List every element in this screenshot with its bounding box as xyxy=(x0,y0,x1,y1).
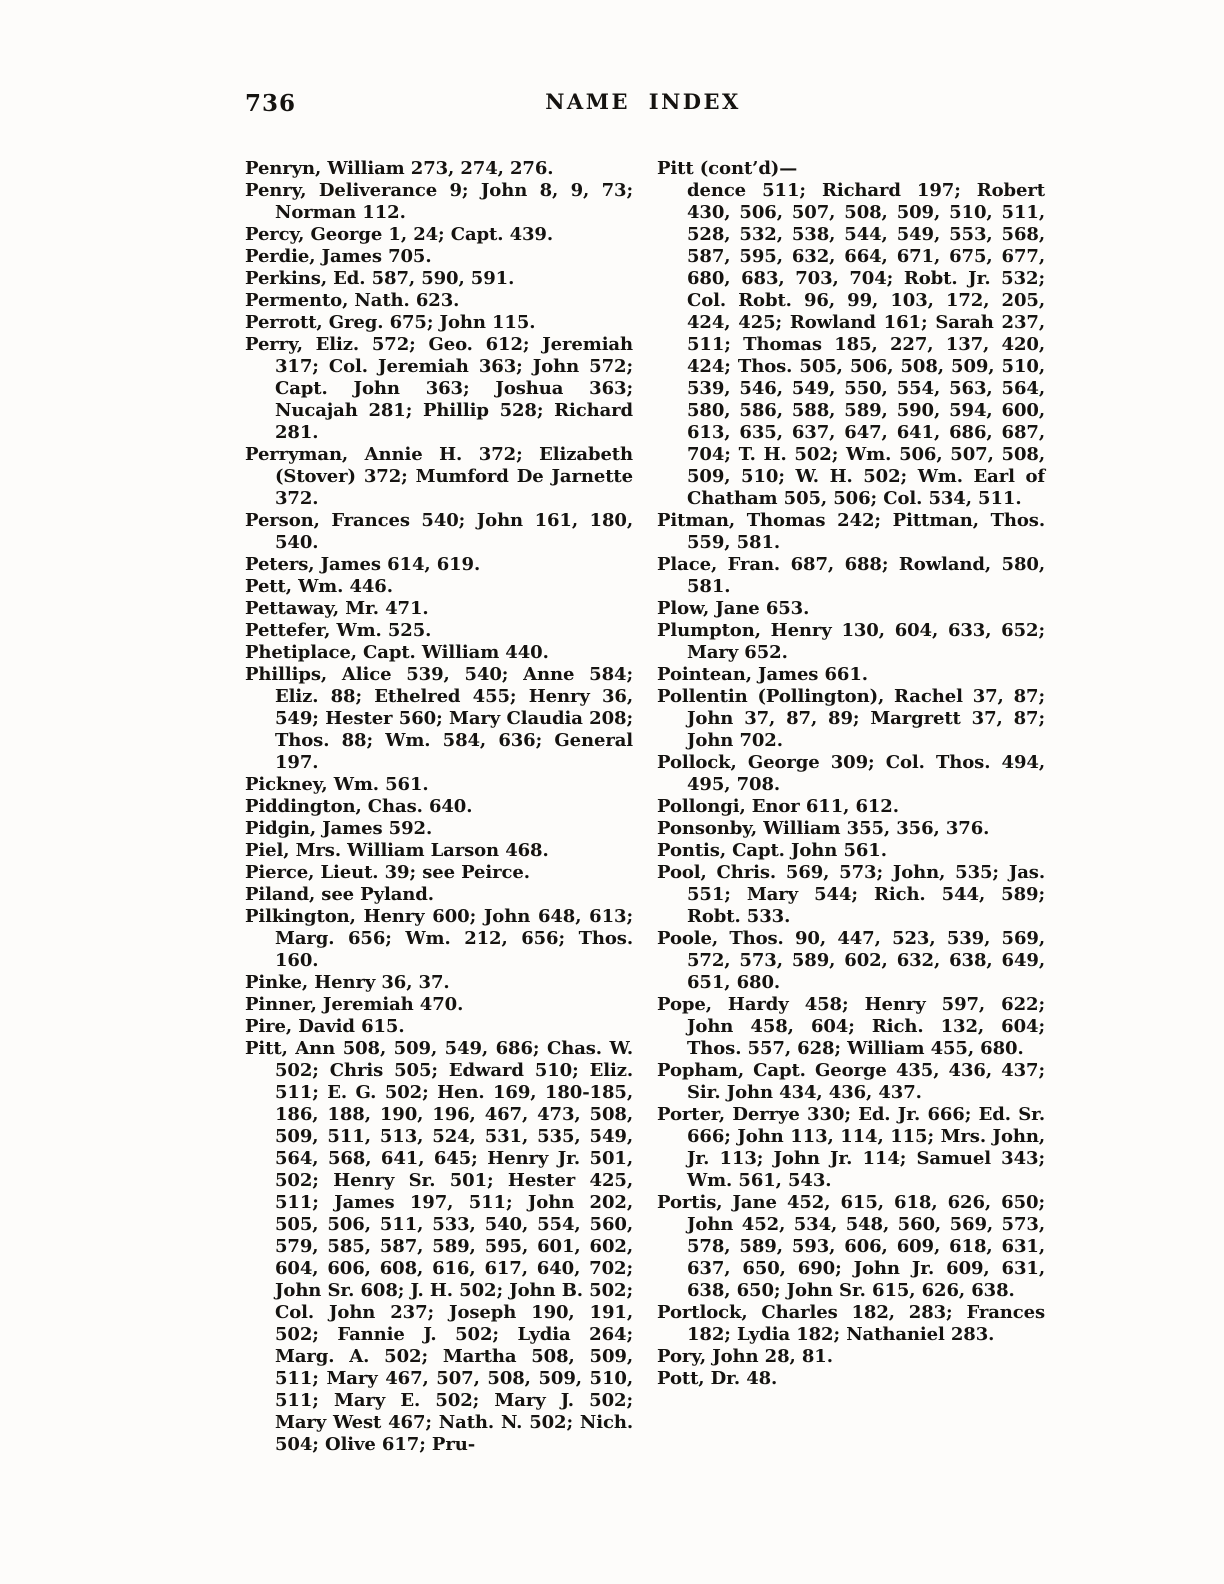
index-entry: Poole, Thos. 90, 447, 523, 539, 569, 572, 573, 589, 602, 632, 638, 649, 651, 680. xyxy=(657,928,1045,993)
index-entry: Perry, Eliz. 572; Geo. 612; Jeremiah 317; Col. Jeremiah 363; John 572; Capt. John 363; Joshua 363; Nucajah 281; Phillip 528; Richard 281. xyxy=(245,334,633,443)
index-entry: Piel, Mrs. William Larson 468. xyxy=(245,840,549,861)
index-entry: Piland, see Pyland. xyxy=(245,884,434,905)
page-header xyxy=(245,88,1041,122)
index-columns xyxy=(245,158,1045,1456)
index-entry: Pory, John 28, 81. xyxy=(657,1346,833,1367)
index-entry: Person, Frances 540; John 161, 180, 540. xyxy=(245,510,633,553)
index-entry: Peters, James 614, 619. xyxy=(245,554,481,575)
index-entry: Perryman, Annie H. 372; Elizabeth (Stover) 372; Mumford De Jarnette 372. xyxy=(245,444,633,509)
index-entry: Pointean, James 661. xyxy=(657,664,868,685)
index-entry: Pollock, George 309; Col. Thos. 494, 495, 708. xyxy=(657,752,1045,795)
index-entry: Pettefer, Wm. 525. xyxy=(245,620,432,641)
index-entry: Pollentin (Pollington), Rachel 37, 87; John 37, 87, 89; Margrett 37, 87; John 702. xyxy=(657,686,1045,751)
index-entry: Piddington, Chas. 640. xyxy=(245,796,473,817)
index-entry: Perkins, Ed. 587, 590, 591. xyxy=(245,268,515,289)
index-entry: Penry, Deliverance 9; John 8, 9, 73; Norman 112. xyxy=(245,180,633,223)
index-entry: Phillips, Alice 539, 540; Anne 584; Eliz. 88; Ethelred 455; Henry 36, 549; Hester 560; Mary Claudia 208; Thos. 88; Wm. 584, 636; General 197. xyxy=(245,664,633,773)
page-title: NAME INDEX xyxy=(545,89,741,114)
index-entry: Pettaway, Mr. 471. xyxy=(245,598,429,619)
index-entry: Pilkington, Henry 600; John 648, 613; Marg. 656; Wm. 212, 656; Thos. 160. xyxy=(245,906,633,971)
right-column xyxy=(657,158,1045,1456)
index-entry: Pope, Hardy 458; Henry 597, 622; John 458, 604; Rich. 132, 604; Thos. 557, 628; William 455, 680. xyxy=(657,994,1045,1059)
index-entry: Plumpton, Henry 130, 604, 633, 652; Mary 652. xyxy=(657,620,1045,663)
index-entry: Pontis, Capt. John 561. xyxy=(657,840,887,861)
index-entry: Pire, David 615. xyxy=(245,1016,405,1037)
index-entry: Pinke, Henry 36, 37. xyxy=(245,972,450,993)
index-entry: Pitt, Ann 508, 509, 549, 686; Chas. W. 502; Chris 505; Edward 510; Eliz. 511; E. G. 502; Hen. 169, 180-185, 186, 188, 190, 196, 467, 473, 508, 509, 511, 513, 524, 531, 535, 549, 564, 568, 641, 645; Henry Jr. 501, 502; Henry Sr. 501; Hester 425, 511; James 197, 511; John 202, 505, 506, 511, 533, 540, 554, 560, 579, 585, 587, 589, 595, 601, 602, 604, 606, 608, 616, 617, 640, 702; John Sr. 608; J. H. 502; John B. 502; Col. John 237; Joseph 190, 191, 502; Fannie J. 502; Lydia 264; Marg. A. 502; Martha 508, 509, 511; Mary 467, 507, 508, 509, 510, 511; Mary E. 502; Mary J. 502; Mary West 467; Nath. N. 502; Nich. 504; Olive 617; Pru- xyxy=(245,1038,633,1455)
index-entry: Pierce, Lieut. 39; see Peirce. xyxy=(245,862,530,883)
page-number: 736 xyxy=(245,90,297,117)
index-entry: Perdie, James 705. xyxy=(245,246,432,267)
index-entry: Pickney, Wm. 561. xyxy=(245,774,429,795)
index-entry: Plow, Jane 653. xyxy=(657,598,810,619)
index-entry: Place, Fran. 687, 688; Rowland, 580, 581. xyxy=(657,554,1045,597)
index-entry: Portis, Jane 452, 615, 618, 626, 650; John 452, 534, 548, 560, 569, 573, 578, 589, 593, 606, 609, 618, 631, 637, 650, 690; John Jr. 609, 631, 638, 650; John Sr. 615, 626, 638. xyxy=(657,1192,1045,1301)
index-entry: Permento, Nath. 623. xyxy=(245,290,460,311)
index-entry: Pott, Dr. 48. xyxy=(657,1368,778,1389)
index-entry: Pool, Chris. 569, 573; John, 535; Jas. 551; Mary 544; Rich. 544, 589; Robt. 533. xyxy=(657,862,1045,927)
index-entry: Pitman, Thomas 242; Pittman, Thos. 559, 581. xyxy=(657,510,1045,553)
index-entry: Popham, Capt. George 435, 436, 437; Sir. John 434, 436, 437. xyxy=(657,1060,1045,1103)
index-entry: Pett, Wm. 446. xyxy=(245,576,393,597)
continued-entry-header: Pitt (cont’d)— xyxy=(657,158,798,179)
index-entry: Porter, Derrye 330; Ed. Jr. 666; Ed. Sr. 666; John 113, 114, 115; Mrs. John, Jr. 113; John Jr. 114; Samuel 343; Wm. 561, 543. xyxy=(657,1104,1045,1191)
left-column xyxy=(245,158,633,1456)
index-entry: Ponsonby, William 355, 356, 376. xyxy=(657,818,990,839)
index-entry: Perrott, Greg. 675; John 115. xyxy=(245,312,536,333)
index-entry: Pidgin, James 592. xyxy=(245,818,433,839)
index-entry: Portlock, Charles 182, 283; Frances 182; Lydia 182; Nathaniel 283. xyxy=(657,1302,1045,1345)
index-entry: Pinner, Jeremiah 470. xyxy=(245,994,464,1015)
index-entry: Pollongi, Enor 611, 612. xyxy=(657,796,899,817)
index-entry: Penryn, William 273, 274, 276. xyxy=(245,158,554,179)
index-entry: Phetiplace, Capt. William 440. xyxy=(245,642,549,663)
index-entry: Percy, George 1, 24; Capt. 439. xyxy=(245,224,554,245)
continued-entry-text: dence 511; Richard 197; Robert 430, 506, 507, 508, 509, 510, 511, 528, 532, 538, 544, 549, 553, 568, 587, 595, 632, 664, 671, 675, 677, 680, 683, 703, 704; Robt. Jr. 532; Col. Robt. 96, 99, 103, 172, 205, 424, 425; Rowland 161; Sarah 237, 511; Thomas 185, 227, 137, 420, 424; Thos. 505, 506, 508, 509, 510, 539, 546, 549, 550, 554, 563, 564, 580, 586, 588, 589, 590, 594, 600, 613, 635, 637, 647, 641, 686, 687, 704; T. H. 502; Wm. 506, 507, 508, 509, 510; W. H. 502; Wm. Earl of Chatham 505, 506; Col. 534, 511. xyxy=(687,180,1045,509)
